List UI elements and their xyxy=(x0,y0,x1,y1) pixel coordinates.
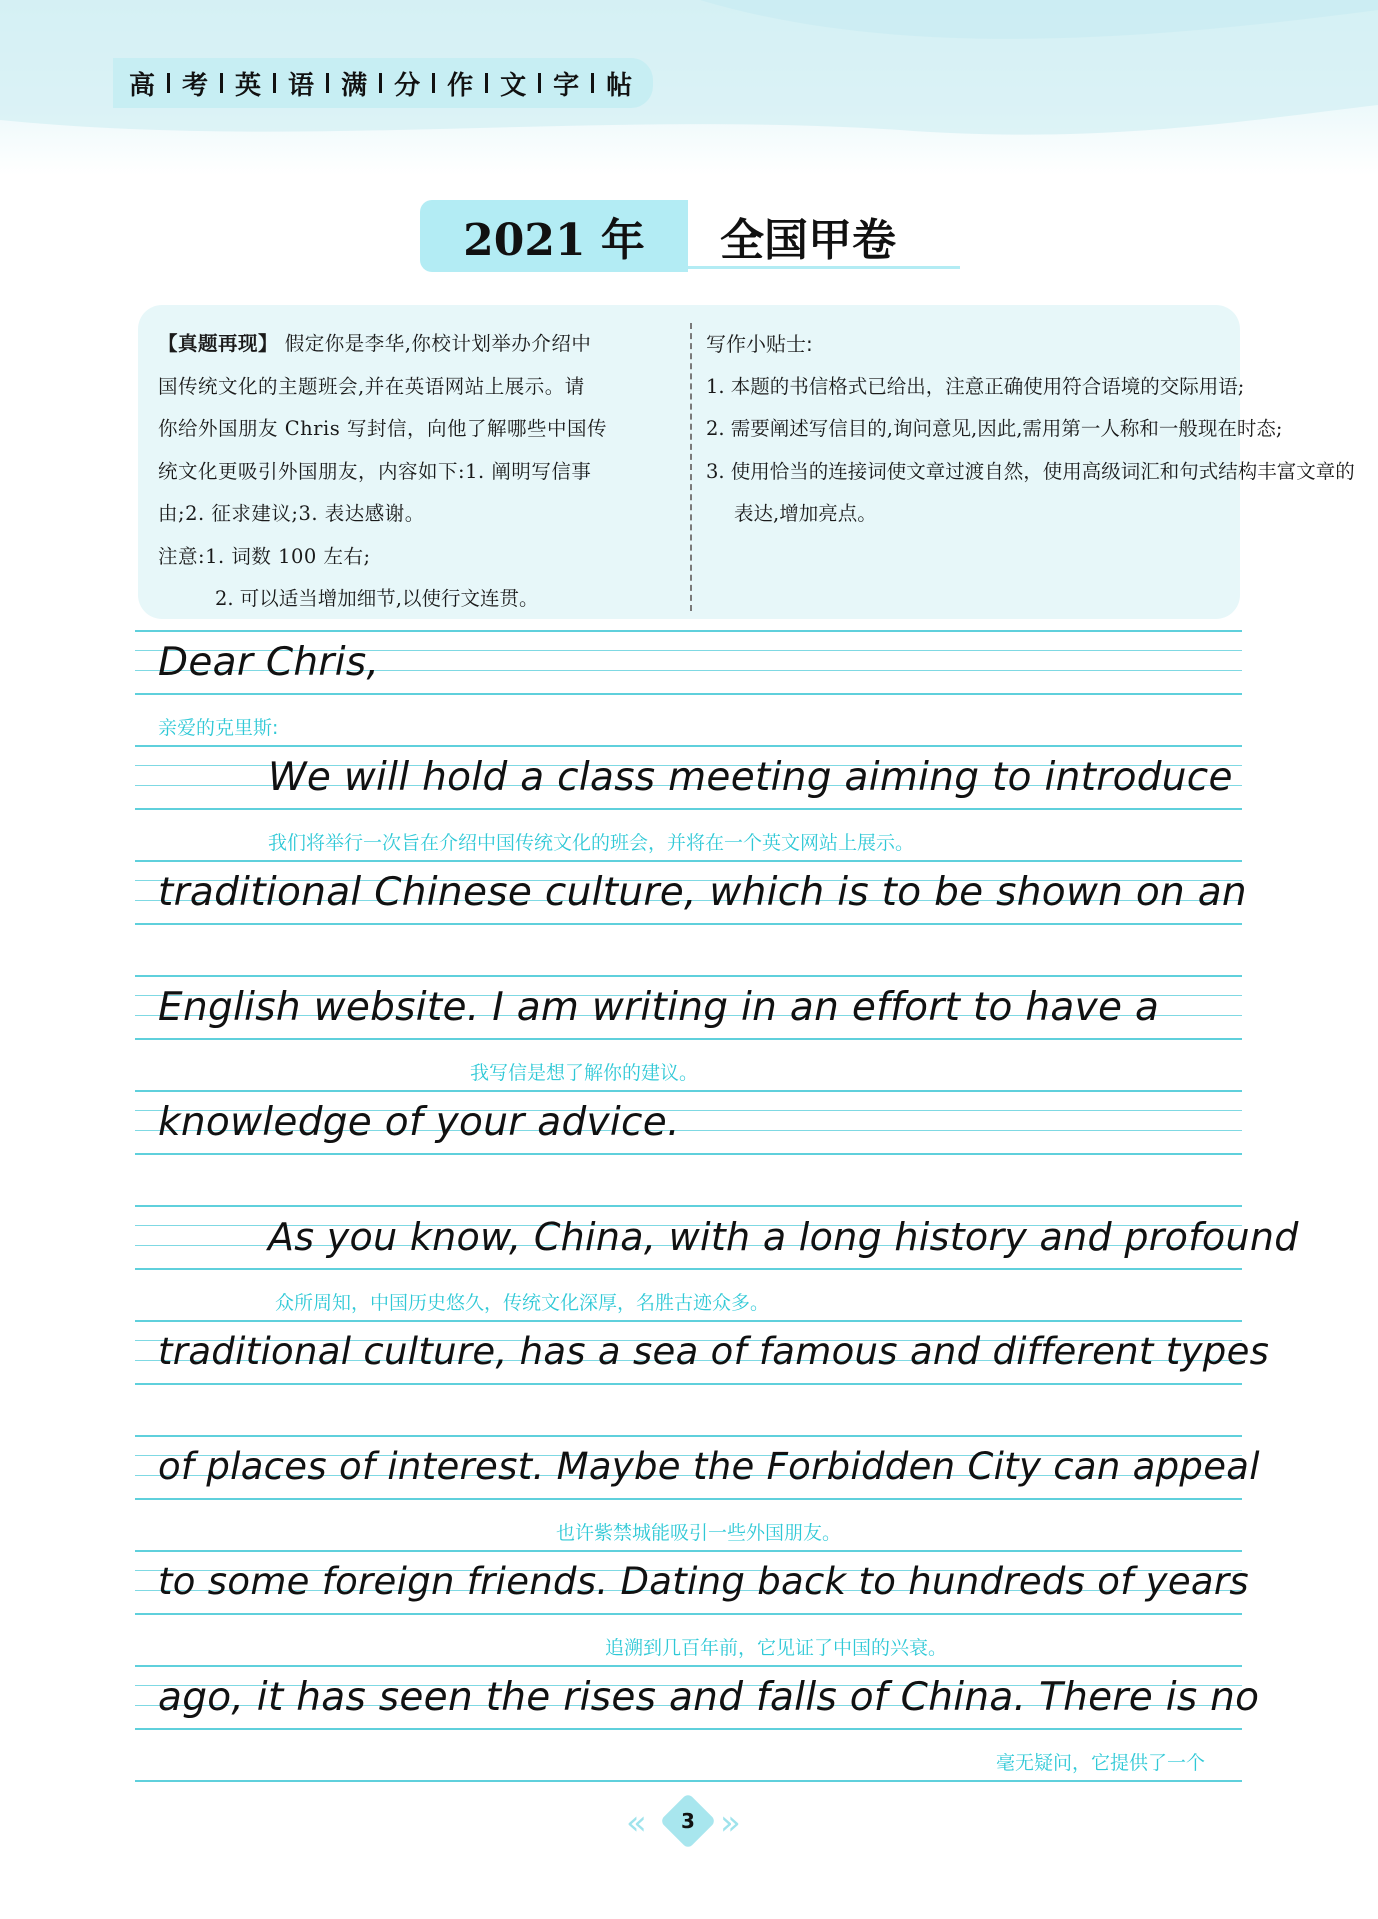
rule-line xyxy=(135,630,1242,632)
translation: 追溯到几百年前，它见证了中国的兴衰。 xyxy=(605,1637,948,1659)
rule-line xyxy=(135,1320,1242,1322)
tip-item: 2. 需要阐述写信目的,询问意见,因此,需用第一人称和一般现在时态; xyxy=(706,417,1283,440)
tips-column xyxy=(706,323,1360,536)
rule-line xyxy=(135,975,1242,977)
series-char: 考 xyxy=(182,70,209,101)
essay-line: to some foreign friends. Dating back to hundreds of years xyxy=(158,1560,1249,1603)
series-char: 文 xyxy=(500,70,527,101)
question-label: 【真题再现】 xyxy=(158,332,279,355)
tip-item: 1. 本题的书信格式已给出，注意正确使用符合语境的交际用语; xyxy=(706,374,1245,398)
rule-line xyxy=(135,1498,1242,1500)
essay-line: Dear Chris, xyxy=(158,640,380,685)
question-text: 假定你是李华,你校计划举办介绍中 xyxy=(284,332,592,355)
note-line: 2. 可以适当增加细节,以使行文连贯。 xyxy=(215,587,539,610)
translation: 也许紫禁城能吸引一些外国朋友。 xyxy=(556,1522,842,1544)
rule-line xyxy=(135,1153,1242,1155)
rule-line xyxy=(135,1435,1242,1437)
essay-line: traditional culture, has a sea of famous and different types xyxy=(158,1330,1270,1373)
series-char: 分 xyxy=(394,70,421,101)
question-line: 由;2. 征求建议;3. 表达感谢。 xyxy=(158,502,425,525)
translation: 众所周知，中国历史悠久，传统文化深厚，名胜古迹众多。 xyxy=(275,1292,770,1314)
essay-line: traditional Chinese culture, which is to be shown on an xyxy=(158,870,1247,915)
note-line: 注意:1. 词数 100 左右; xyxy=(158,544,371,568)
question-box xyxy=(138,305,1355,619)
page-number: 3 xyxy=(681,1809,695,1833)
translation: 毫无疑问，它提供了一个 xyxy=(996,1752,1206,1774)
question-line: 你给外国朋友 Chris 写封信，向他了解哪些中国传 xyxy=(158,417,607,440)
series-char: 帖 xyxy=(606,70,633,101)
series-char: 作 xyxy=(447,70,474,101)
rule-line xyxy=(135,808,1242,810)
rule-line xyxy=(135,1038,1242,1040)
chevron-left-icon: « xyxy=(626,1803,647,1843)
tips-heading: 写作小贴士: xyxy=(706,332,813,356)
page-number-badge xyxy=(620,1797,760,1845)
essay-line: knowledge of your advice. xyxy=(158,1100,680,1145)
rule-line xyxy=(135,1613,1242,1615)
tip-item: 3. 使用恰当的连接词使文章过渡自然，使用高级词汇和句式结构丰富文章的表达,增加亮点。 xyxy=(706,459,1355,525)
essay-line: We will hold a class meeting aiming to introduce xyxy=(268,755,1233,800)
translation: 我写信是想了解你的建议。 xyxy=(470,1062,699,1084)
rule-line xyxy=(135,923,1242,925)
rule-line xyxy=(135,745,1242,747)
essay-line: As you know, China, with a long history and profound xyxy=(268,1215,1299,1259)
series-char: 英 xyxy=(235,70,262,101)
chevron-right-icon: » xyxy=(720,1803,741,1843)
essay-line: ago, it has seen the rises and falls of China. There is no xyxy=(158,1675,1260,1720)
rule-line xyxy=(135,1268,1242,1270)
essay-line: English website. I am writing in an effort to have a xyxy=(158,985,1160,1030)
rule-line xyxy=(135,693,1242,695)
translation: 我们将举行一次旨在介绍中国传统文化的班会，并将在一个英文网站上展示。 xyxy=(268,832,915,854)
rule-line xyxy=(135,1780,1242,1782)
question-line: 统文化更吸引外国朋友，内容如下:1. 阐明写信事 xyxy=(158,459,592,483)
essay-line: of places of interest. Maybe the Forbidden City can appeal xyxy=(158,1445,1260,1488)
rule-line xyxy=(135,1383,1242,1385)
rule-line xyxy=(135,1665,1242,1667)
series-char: 满 xyxy=(341,70,368,101)
rule-line xyxy=(135,1728,1242,1730)
question-line: 国传统文化的主题班会,并在英语网站上展示。请 xyxy=(158,374,585,398)
translation: 亲爱的克里斯: xyxy=(158,717,279,739)
series-char: 高 xyxy=(129,70,156,101)
series-title xyxy=(113,58,653,108)
rule-line xyxy=(135,860,1242,862)
series-char: 字 xyxy=(553,70,580,101)
page-title xyxy=(420,200,960,272)
title-name: 全国甲卷 xyxy=(720,215,896,266)
column-divider xyxy=(690,323,692,611)
rule-line xyxy=(135,1550,1242,1552)
series-char: 语 xyxy=(288,70,315,101)
rule-line xyxy=(135,1205,1242,1207)
rule-line xyxy=(135,1090,1242,1092)
title-year: 2021 年 xyxy=(420,200,688,272)
